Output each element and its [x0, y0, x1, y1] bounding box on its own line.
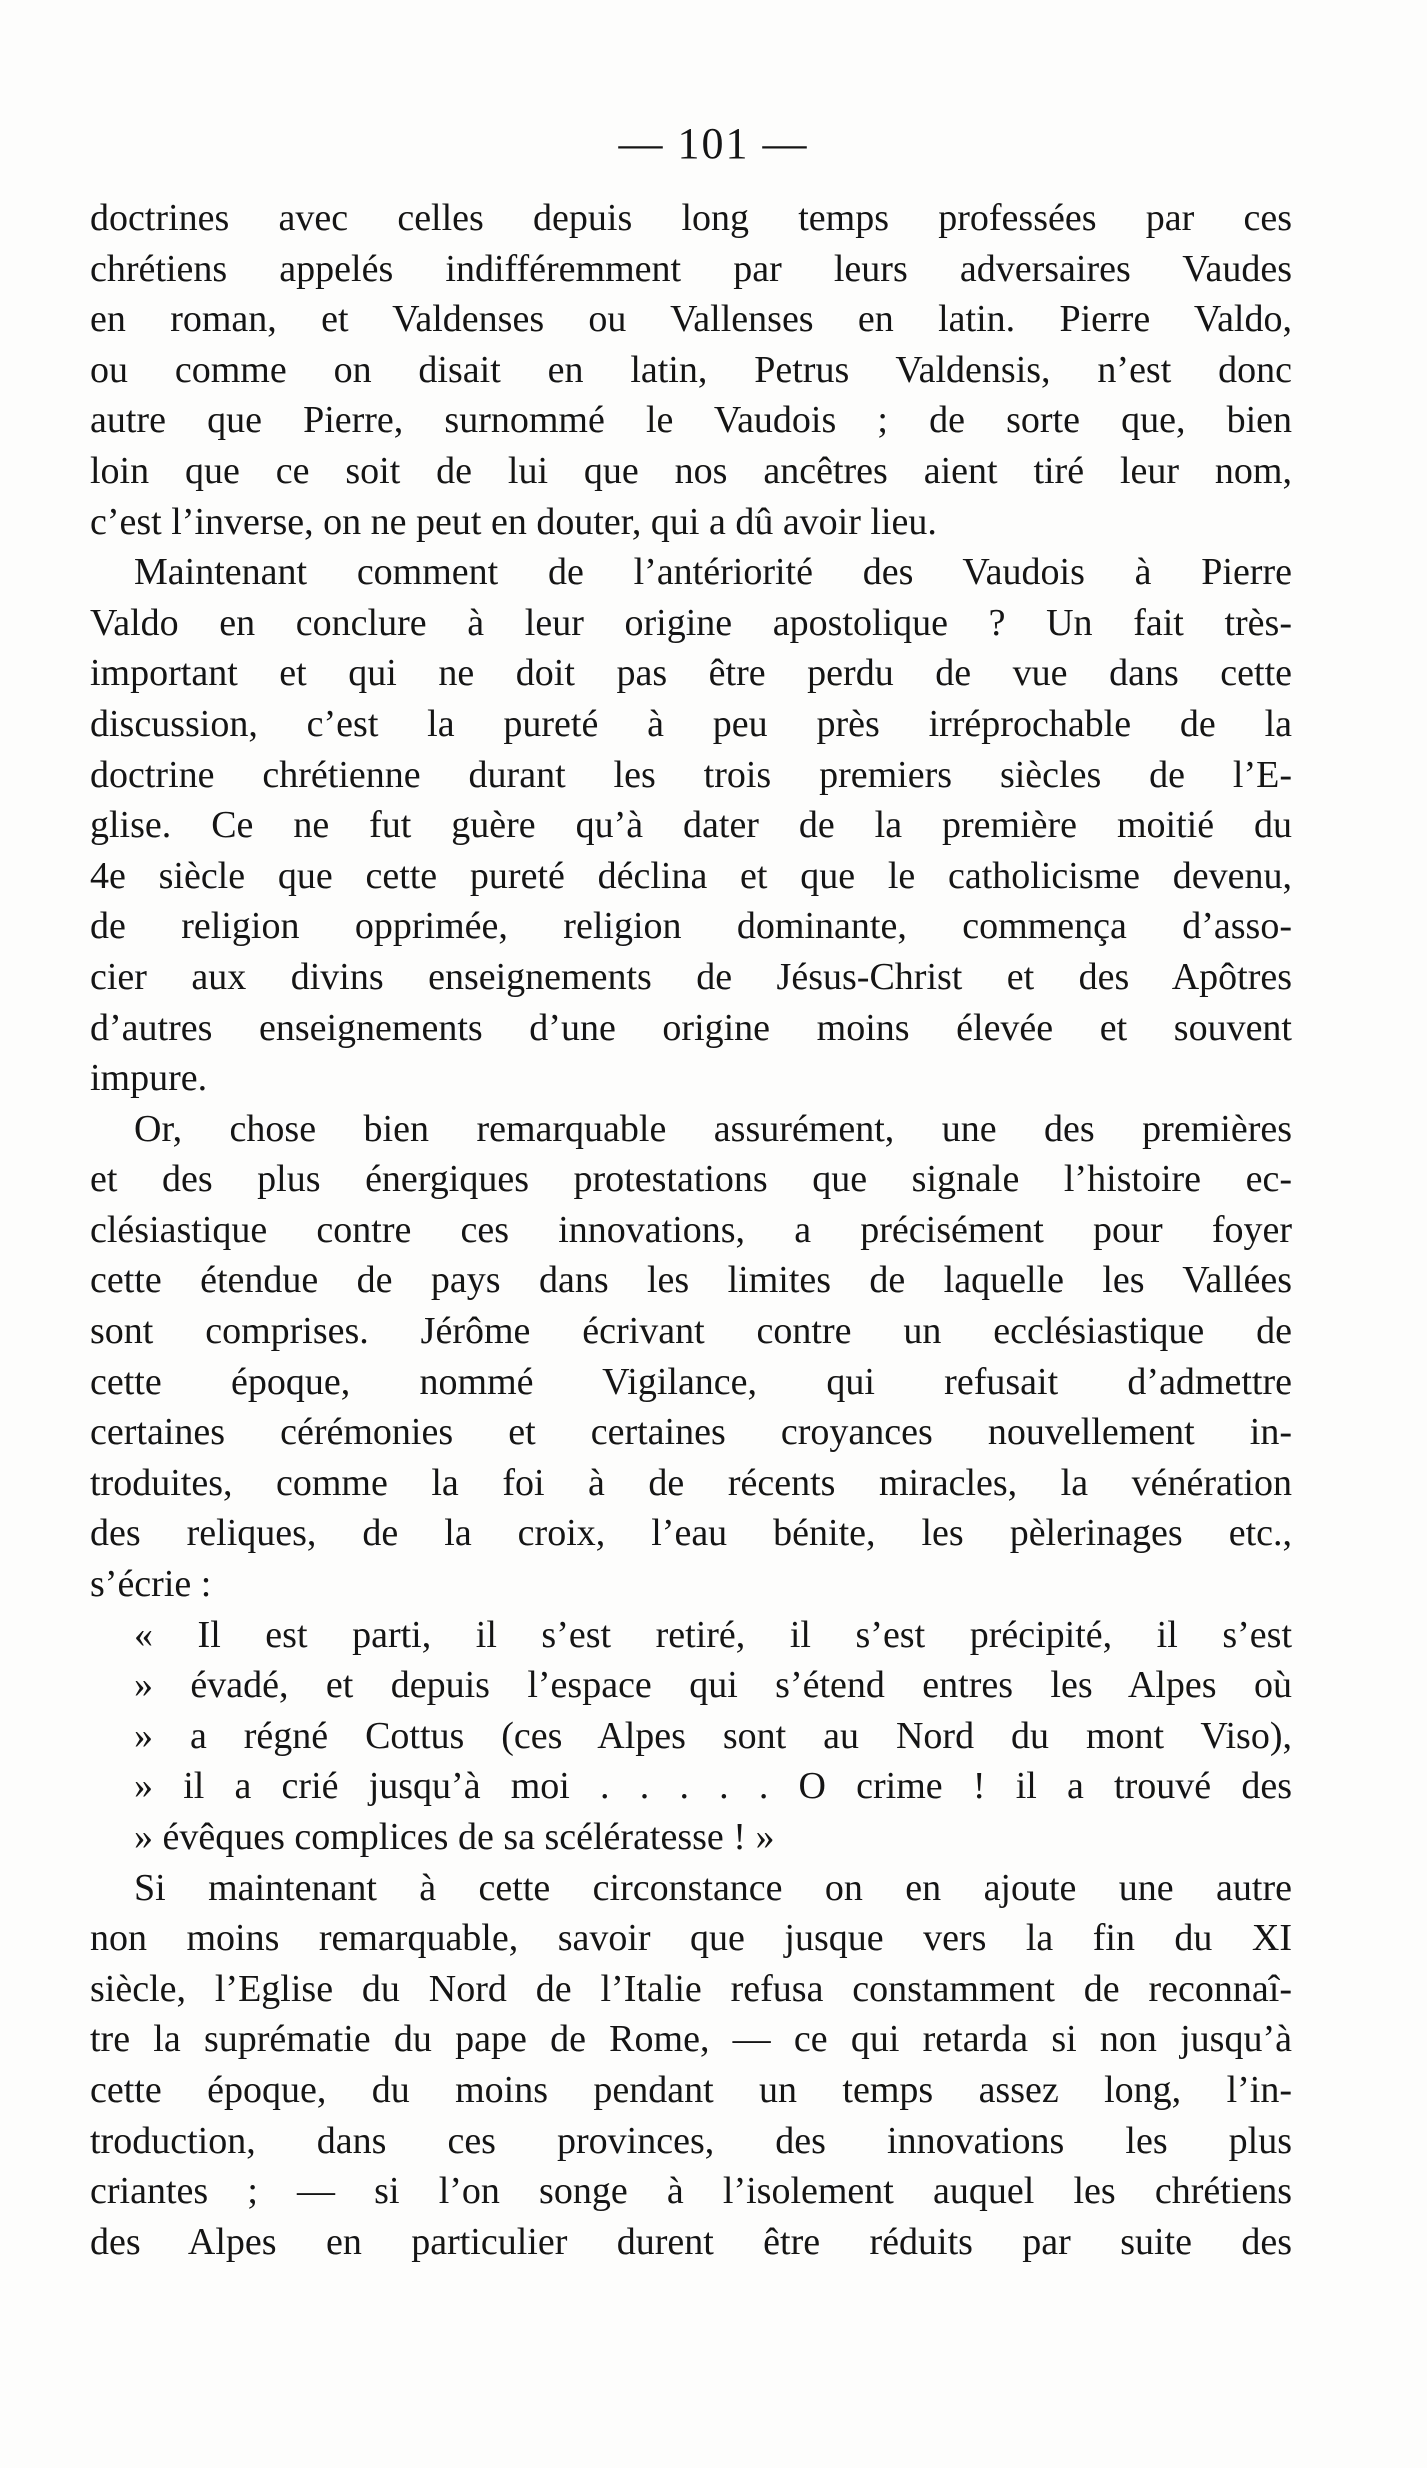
text-line: d’autres enseignements d’une origine moins élevée et souvent — [90, 1006, 1292, 1049]
text-line: certaines cérémonies et certaines croyances nouvellement in- — [90, 1411, 1292, 1454]
text-line: cette époque, du moins pendant un temps assez long, l’in- — [90, 2068, 1292, 2111]
text-line: s’écrie : — [90, 1563, 212, 1606]
quote-line: » il a crié jusqu’à moi . . . . . O crime ! il a trouvé des — [134, 1765, 1292, 1808]
body-text — [90, 193, 1292, 2267]
text-line: de religion opprimée, religion dominante, commença d’asso- — [90, 905, 1292, 948]
text-line: autre que Pierre, surnommé le Vaudois ; de sorte que, bien — [90, 399, 1292, 442]
text-line: criantes ; — si l’on songe à l’isolement auquel les chrétiens — [90, 2170, 1292, 2213]
quote-line: « Il est parti, il s’est retiré, il s’est précipité, il s’est — [134, 1613, 1292, 1656]
text-line: Valdo en conclure à leur origine apostolique ? Un fait très- — [90, 601, 1292, 644]
text-line: siècle, l’Eglise du Nord de l’Italie refusa constamment de reconnaî- — [90, 1967, 1292, 2010]
text-line: clésiastique contre ces innovations, a précisément pour foyer — [90, 1208, 1292, 1251]
text-line: Si maintenant à cette circonstance on en ajoute une autre — [134, 1866, 1292, 1909]
text-line: glise. Ce ne fut guère qu’à dater de la première moitié du — [90, 804, 1292, 847]
text-line: c’est l’inverse, on ne peut en douter, qui a dû avoir lieu. — [90, 500, 937, 543]
text-line: doctrines avec celles depuis long temps professées par ces — [90, 197, 1292, 239]
text-line: des Alpes en particulier durent être réduits par suite des — [90, 2220, 1292, 2263]
text-line: 4e siècle que cette pureté déclina et que le catholicisme devenu, — [90, 854, 1292, 897]
text-line: doctrine chrétienne durant les trois premiers siècles de l’E- — [90, 753, 1292, 796]
text-line: troduites, comme la foi à de récents miracles, la vénération — [90, 1461, 1292, 1504]
quote-line: » évadé, et depuis l’espace qui s’étend entres les Alpes où — [134, 1664, 1292, 1707]
text-line: loin que ce soit de lui que nos ancêtres aient tiré leur nom, — [90, 449, 1292, 492]
text-line: important et qui ne doit pas être perdu de vue dans cette — [90, 652, 1292, 695]
text-line: en roman, et Valdenses ou Vallenses en latin. Pierre Valdo, — [90, 298, 1292, 341]
text-line: des reliques, de la croix, l’eau bénite, les pèlerinages etc., — [90, 1512, 1292, 1555]
text-line: Or, chose bien remarquable assurément, une des premières — [134, 1107, 1292, 1150]
text-line: cette étendue de pays dans les limites de laquelle les Vallées — [90, 1259, 1292, 1302]
page-number: — 101 — — [618, 119, 809, 168]
text-line: non moins remarquable, savoir que jusque vers la fin du XI — [90, 1917, 1292, 1960]
quote-line: » a régné Cottus (ces Alpes sont au Nord du mont Viso), — [134, 1714, 1292, 1757]
text-line: impure. — [90, 1057, 208, 1100]
text-line: troduction, dans ces provinces, des innovations les plus — [90, 2119, 1292, 2162]
text-line: cier aux divins enseignements de Jésus-Christ et des Apôtres — [90, 955, 1292, 998]
text-line: chrétiens appelés indifféremment par leurs adversaires Vaudes — [90, 247, 1292, 290]
text-line: cette époque, nommé Vigilance, qui refusait d’admettre — [90, 1360, 1292, 1403]
text-line: tre la suprématie du pape de Rome, — ce qui retarda si non jusqu’à — [90, 2018, 1292, 2061]
text-line: ou comme on disait en latin, Petrus Valdensis, n’est donc — [90, 348, 1292, 391]
text-line: et des plus énergiques protestations que signale l’histoire ec- — [90, 1158, 1292, 1201]
text-line: discussion, c’est la pureté à peu près irréprochable de la — [90, 702, 1292, 745]
text-line: sont comprises. Jérôme écrivant contre un ecclésiastique de — [90, 1310, 1292, 1353]
text-line: Maintenant comment de l’antériorité des Vaudois à Pierre — [134, 551, 1292, 594]
quote-line: » évêques complices de sa scélératesse ! » — [134, 1816, 775, 1858]
